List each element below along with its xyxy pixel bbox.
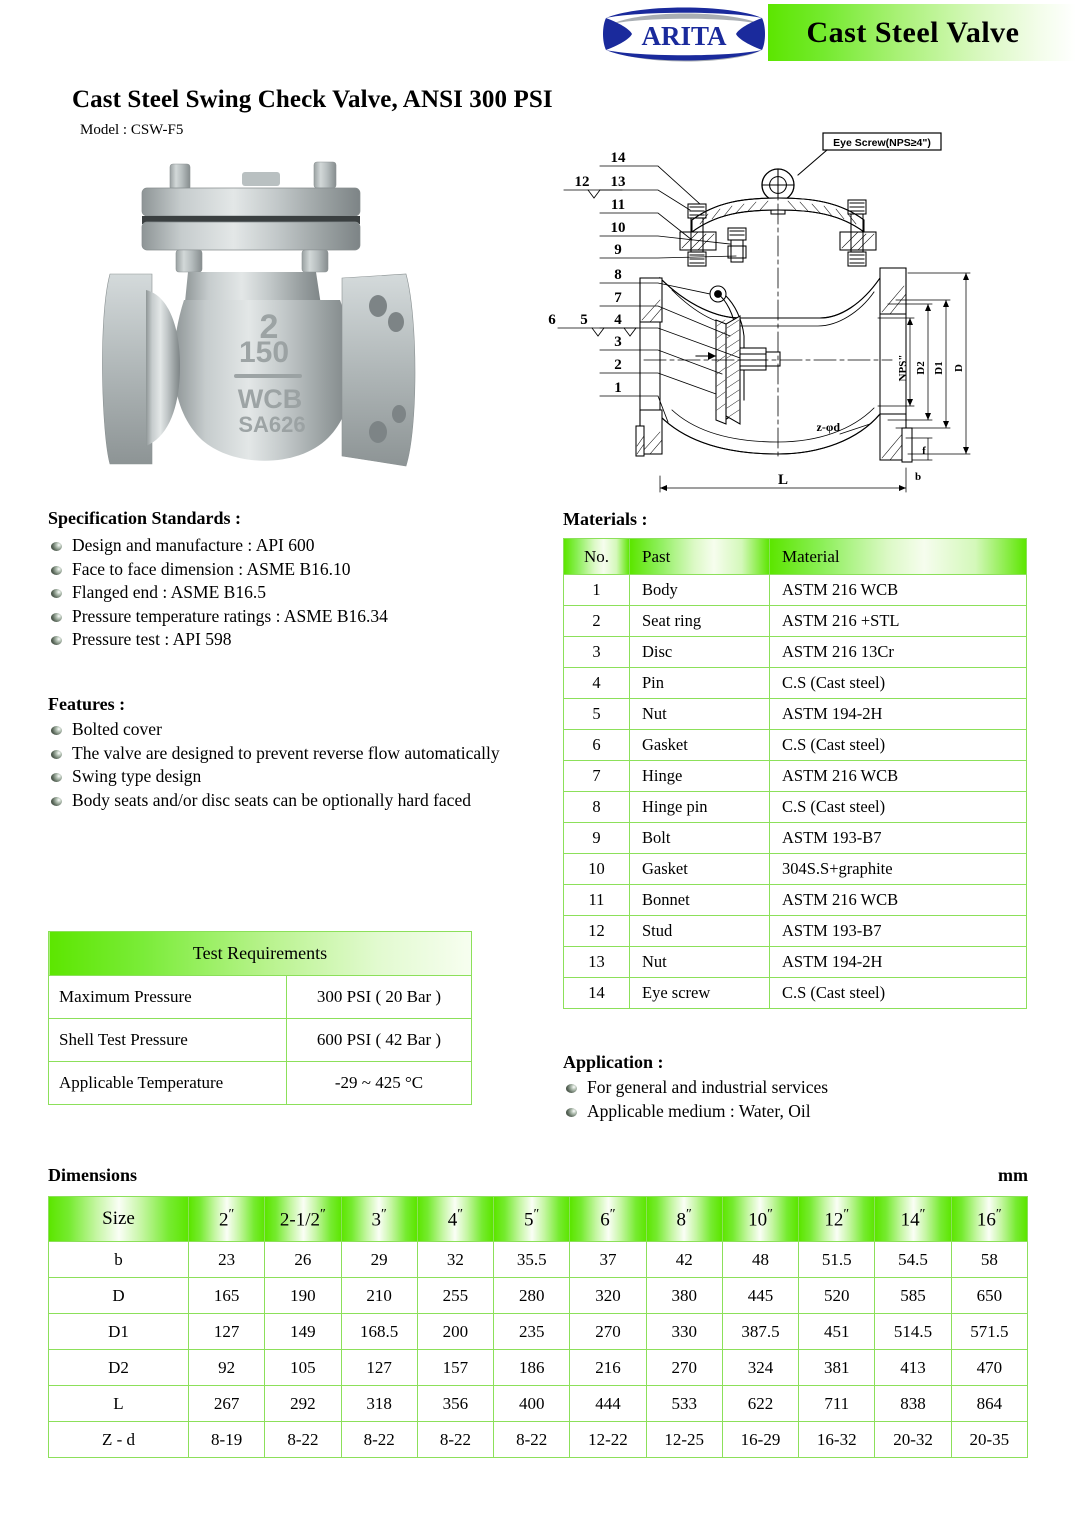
- dimensions-cell: 58: [951, 1242, 1027, 1278]
- dimensions-cell: 318: [341, 1386, 417, 1422]
- dimensions-cell: 165: [189, 1278, 265, 1314]
- dimensions-cell: 168.5: [341, 1314, 417, 1350]
- table-row: [564, 947, 1027, 978]
- list-item: [48, 628, 548, 652]
- dim-label-d2: D2: [915, 361, 927, 375]
- material-row-material: ASTM 194-2H: [770, 699, 1027, 730]
- application-item-text: For general and industrial services: [587, 1077, 829, 1097]
- material-row-part: Disc: [630, 637, 770, 668]
- table-row: [564, 854, 1027, 885]
- spec-list: [48, 534, 548, 652]
- material-row-no: 1: [564, 575, 630, 606]
- dimensions-cell: 622: [722, 1386, 798, 1422]
- material-row-no: 2: [564, 606, 630, 637]
- material-row-no: 6: [564, 730, 630, 761]
- bullet-icon: [51, 773, 62, 782]
- dimensions-cell: 400: [494, 1386, 570, 1422]
- material-row-no: 11: [564, 885, 630, 916]
- material-row-no: 8: [564, 792, 630, 823]
- eye-screw-note-label: Eye Screw(NPS≥4"): [833, 137, 931, 149]
- materials-col-material: Material: [770, 539, 1027, 575]
- dimensions-size-header: 2-1/2″: [265, 1197, 341, 1242]
- dimensions-cell: 585: [875, 1278, 951, 1314]
- bullet-icon: [51, 750, 62, 759]
- dimensions-cell: 149: [265, 1314, 341, 1350]
- material-row-material: ASTM 193-B7: [770, 916, 1027, 947]
- dimensions-cell: 20-35: [951, 1422, 1027, 1458]
- feature-item-text: Bolted cover: [72, 719, 162, 739]
- callout-4: 4: [614, 312, 622, 328]
- dimensions-cell: 380: [646, 1278, 722, 1314]
- dimensions-size-header: 10″: [722, 1197, 798, 1242]
- table-header-row: [49, 932, 472, 976]
- list-item: [563, 1076, 993, 1100]
- table-row: [564, 668, 1027, 699]
- bullet-icon: [51, 726, 62, 735]
- dimensions-cell: 571.5: [951, 1314, 1027, 1350]
- dimensions-cell: 12-25: [646, 1422, 722, 1458]
- dimensions-cell: 216: [570, 1350, 646, 1386]
- dim-label-d1: D1: [933, 361, 945, 375]
- list-item: [48, 789, 543, 813]
- material-row-part: Hinge: [630, 761, 770, 792]
- table-row: [49, 1422, 1028, 1458]
- list-item: [48, 718, 543, 742]
- dimensions-size-header: 2″: [189, 1197, 265, 1242]
- dimensions-cell: 20-32: [875, 1422, 951, 1458]
- table-row: [49, 1019, 472, 1062]
- dimensions-cell: 127: [189, 1314, 265, 1350]
- callout-3: 3: [614, 334, 622, 350]
- page-title: Cast Steel Swing Check Valve, ANSI 300 PSI: [72, 86, 553, 113]
- dimensions-size-header: 6″: [570, 1197, 646, 1242]
- specification-standards-section: [48, 508, 548, 652]
- dimensions-cell: 92: [189, 1350, 265, 1386]
- dimensions-cell: 270: [570, 1314, 646, 1350]
- callout-8: 8: [614, 267, 622, 283]
- dimensions-table: [48, 1196, 1028, 1458]
- dimensions-cell: 48: [722, 1242, 798, 1278]
- dimensions-size-header: 14″: [875, 1197, 951, 1242]
- arita-logo: [600, 4, 768, 64]
- callout-9: 9: [614, 242, 622, 258]
- bullet-icon: [51, 797, 62, 806]
- dimensions-cell: 381: [799, 1350, 875, 1386]
- dimensions-cell: 520: [799, 1278, 875, 1314]
- valve-photo: [84, 150, 440, 500]
- dimensions-cell: 235: [494, 1314, 570, 1350]
- dimensions-cell: 200: [417, 1314, 493, 1350]
- callout-6: 6: [548, 312, 556, 328]
- dim-label-l: L: [777, 472, 789, 488]
- application-list: [563, 1076, 993, 1123]
- dimensions-cell: 157: [417, 1350, 493, 1386]
- material-row-part: Gasket: [630, 730, 770, 761]
- material-row-no: 4: [564, 668, 630, 699]
- page-banner: [0, 0, 1076, 66]
- dimensions-cell: 267: [189, 1386, 265, 1422]
- dimensions-cell: 16-29: [722, 1422, 798, 1458]
- table-row: [49, 976, 472, 1019]
- spec-item-text: Face to face dimension : ASME B16.10: [72, 558, 351, 579]
- table-row: [564, 885, 1027, 916]
- dimensions-size-header: 4″: [417, 1197, 493, 1242]
- material-row-no: 5: [564, 699, 630, 730]
- dimensions-cell: 51.5: [799, 1242, 875, 1278]
- test-row-label: Shell Test Pressure: [49, 1019, 287, 1062]
- list-item: [48, 605, 548, 629]
- dimensions-cell: 650: [951, 1278, 1027, 1314]
- application-item-text: Applicable medium : Water, Oil: [587, 1100, 811, 1121]
- list-item: [48, 765, 543, 789]
- callout-10: 10: [610, 220, 626, 236]
- feature-item-text: Swing type design: [72, 766, 202, 787]
- dimensions-cell: 42: [646, 1242, 722, 1278]
- dimensions-cell: 32: [417, 1242, 493, 1278]
- dimensions-cell: 105: [265, 1350, 341, 1386]
- table-row: [564, 916, 1027, 947]
- spec-item-text: Flanged end : ASME B16.5: [72, 582, 266, 603]
- dimensions-cell: 387.5: [722, 1314, 798, 1350]
- material-row-no: 7: [564, 761, 630, 792]
- dimensions-cell: 37: [570, 1242, 646, 1278]
- dimensions-heading: Dimensions: [48, 1165, 138, 1185]
- dimensions-cell: 26: [265, 1242, 341, 1278]
- material-row-material: ASTM 193-B7: [770, 823, 1027, 854]
- materials-col-part: Past: [630, 539, 770, 575]
- dimensions-size-header: 16″: [951, 1197, 1027, 1242]
- callout-11: 11: [610, 197, 626, 213]
- dimensions-cell: 413: [875, 1350, 951, 1386]
- dimensions-row-label: D: [49, 1278, 189, 1314]
- dimensions-cell: 35.5: [494, 1242, 570, 1278]
- dimensions-size-header: 8″: [646, 1197, 722, 1242]
- dim-label-b: b: [914, 471, 922, 483]
- table-row: [49, 1062, 472, 1105]
- feature-item-text: Body seats and/or disc seats can be optionally hard faced: [72, 789, 471, 810]
- material-row-part: Hinge pin: [630, 792, 770, 823]
- dim-label-d: D: [953, 364, 965, 372]
- table-row: [564, 761, 1027, 792]
- material-row-material: ASTM 216 WCB: [770, 575, 1027, 606]
- table-row: [49, 1350, 1028, 1386]
- spec-heading: Specification Standards :: [48, 508, 242, 528]
- callout-12: 12: [574, 174, 590, 190]
- feature-item-text: The valve are designed to prevent reverse flow automatically: [72, 742, 500, 763]
- materials-table: [563, 538, 1027, 1009]
- material-row-no: 9: [564, 823, 630, 854]
- dimensions-cell: 8-22: [494, 1422, 570, 1458]
- material-row-no: 10: [564, 854, 630, 885]
- material-row-material: ASTM 216 13Cr: [770, 637, 1027, 668]
- bullet-icon: [51, 566, 62, 575]
- dimensions-row-label: b: [49, 1242, 189, 1278]
- dimensions-cell: 330: [646, 1314, 722, 1350]
- bullet-icon: [51, 613, 62, 622]
- material-row-no: 3: [564, 637, 630, 668]
- dim-label-zd: z-φd: [816, 420, 840, 434]
- table-row: [564, 730, 1027, 761]
- table-row: [49, 1314, 1028, 1350]
- material-row-material: ASTM 216 +STL: [770, 606, 1027, 637]
- table-row: [564, 699, 1027, 730]
- dimensions-cell: 8-22: [265, 1422, 341, 1458]
- dimensions-cell: 280: [494, 1278, 570, 1314]
- bullet-icon: [566, 1108, 577, 1117]
- test-requirements-title: Test Requirements: [49, 932, 472, 976]
- material-row-no: 12: [564, 916, 630, 947]
- dimensions-cell: 8-19: [189, 1422, 265, 1458]
- features-heading: Features :: [48, 694, 126, 714]
- material-row-part: Nut: [630, 947, 770, 978]
- spec-item-text: Design and manufacture : API 600: [72, 535, 315, 555]
- dimensions-cell: 210: [341, 1278, 417, 1314]
- table-row: [49, 1278, 1028, 1314]
- dimensions-cell: 255: [417, 1278, 493, 1314]
- dimensions-cell: 8-22: [417, 1422, 493, 1458]
- callout-5: 5: [580, 312, 588, 328]
- dimensions-cell: 8-22: [341, 1422, 417, 1458]
- application-section: [563, 1052, 993, 1123]
- callout-14: 14: [610, 150, 626, 166]
- test-row-value: 600 PSI ( 42 Bar ): [287, 1019, 472, 1062]
- valve-cross-section-drawing: [540, 128, 1045, 500]
- list-item: [48, 581, 548, 605]
- table-row: [564, 823, 1027, 854]
- table-row: [49, 1386, 1028, 1422]
- features-section: [48, 694, 543, 812]
- test-requirements-table: [48, 931, 472, 1105]
- material-row-part: Nut: [630, 699, 770, 730]
- dimensions-cell: 711: [799, 1386, 875, 1422]
- material-row-no: 13: [564, 947, 630, 978]
- materials-col-no: No.: [564, 539, 630, 575]
- material-row-part: Eye screw: [630, 978, 770, 1009]
- dimensions-cell: 444: [570, 1386, 646, 1422]
- svg-text:2: 2: [259, 308, 279, 346]
- callout-1: 1: [614, 380, 622, 396]
- dimensions-cell: 54.5: [875, 1242, 951, 1278]
- dimensions-cell: 324: [722, 1350, 798, 1386]
- dimensions-table-body: [49, 1242, 1028, 1458]
- dimensions-cell: 356: [417, 1386, 493, 1422]
- arita-logo-text: ARITA: [641, 21, 727, 51]
- material-row-part: Body: [630, 575, 770, 606]
- callout-13: 13: [610, 174, 626, 190]
- dimensions-cell: 864: [951, 1386, 1027, 1422]
- material-row-no: 14: [564, 978, 630, 1009]
- table-row: [564, 637, 1027, 668]
- material-row-material: C.S (Cast steel): [770, 730, 1027, 761]
- svg-text:SA626: SA626: [238, 412, 306, 437]
- bullet-icon: [51, 636, 62, 645]
- material-row-part: Pin: [630, 668, 770, 699]
- bullet-icon: [566, 1084, 577, 1093]
- material-row-material: ASTM 194-2H: [770, 947, 1027, 978]
- dimensions-cell: 29: [341, 1242, 417, 1278]
- dimensions-size-header: 12″: [799, 1197, 875, 1242]
- dimensions-size-header: 3″: [341, 1197, 417, 1242]
- dimensions-cell: 451: [799, 1314, 875, 1350]
- callout-7: 7: [614, 290, 622, 306]
- dimensions-cell: 190: [265, 1278, 341, 1314]
- dimensions-cell: 292: [265, 1386, 341, 1422]
- dimensions-cell: 445: [722, 1278, 798, 1314]
- callout-2: 2: [614, 357, 622, 373]
- banner-title: Cast Steel Valve: [806, 15, 1020, 49]
- dimensions-cell: 514.5: [875, 1314, 951, 1350]
- dimensions-row-label: D1: [49, 1314, 189, 1350]
- dimensions-cell: 533: [646, 1386, 722, 1422]
- dimensions-cell: 186: [494, 1350, 570, 1386]
- materials-heading: Materials :: [563, 509, 648, 529]
- dim-label-nps: NPS": [897, 354, 909, 382]
- dimensions-unit-label: mm: [998, 1165, 1028, 1185]
- list-item: [48, 558, 548, 582]
- list-item: [48, 534, 548, 558]
- dimensions-row-label: Z - d: [49, 1422, 189, 1458]
- application-heading: Application :: [563, 1052, 664, 1072]
- table-header-row: [49, 1197, 1028, 1242]
- test-row-label: Maximum Pressure: [49, 976, 287, 1019]
- dimensions-cell: 127: [341, 1350, 417, 1386]
- spec-item-text: Pressure test : API 598: [72, 629, 232, 650]
- dimensions-cell: 16-32: [799, 1422, 875, 1458]
- dimensions-cell: 270: [646, 1350, 722, 1386]
- test-row-value: -29 ~ 425 °C: [287, 1062, 472, 1105]
- material-row-part: Gasket: [630, 854, 770, 885]
- material-row-material: C.S (Cast steel): [770, 978, 1027, 1009]
- dimensions-cell: 320: [570, 1278, 646, 1314]
- table-row: [564, 792, 1027, 823]
- valve-photo-image: [84, 150, 440, 500]
- dimensions-row-label: D2: [49, 1350, 189, 1386]
- table-row: [564, 978, 1027, 1009]
- material-row-part: Stud: [630, 916, 770, 947]
- material-row-material: 304S.S+graphite: [770, 854, 1027, 885]
- dimensions-size-label: Size: [49, 1197, 189, 1242]
- list-item: [563, 1100, 993, 1124]
- material-row-material: ASTM 216 WCB: [770, 885, 1027, 916]
- material-row-material: C.S (Cast steel): [770, 792, 1027, 823]
- spec-item-text: Pressure temperature ratings : ASME B16.34: [72, 605, 388, 626]
- table-row: [564, 575, 1027, 606]
- material-row-material: C.S (Cast steel): [770, 668, 1027, 699]
- features-list: [48, 718, 543, 812]
- table-header-row: [564, 539, 1027, 575]
- test-row-value: 300 PSI ( 20 Bar ): [287, 976, 472, 1019]
- material-row-material: ASTM 216 WCB: [770, 761, 1027, 792]
- dim-label-f: f: [922, 445, 926, 457]
- dimensions-cell: 470: [951, 1350, 1027, 1386]
- dimensions-cell: 838: [875, 1386, 951, 1422]
- dimensions-row-label: L: [49, 1386, 189, 1422]
- bullet-icon: [51, 589, 62, 598]
- svg-text:150: 150: [238, 336, 290, 369]
- material-row-part: Bolt: [630, 823, 770, 854]
- list-item: [48, 742, 543, 766]
- dimensions-cell: 23: [189, 1242, 265, 1278]
- svg-text:WCB: WCB: [237, 384, 303, 414]
- materials-table-body: [564, 575, 1027, 1009]
- table-row: [564, 606, 1027, 637]
- model-label: Model : CSW-F5: [80, 122, 184, 138]
- dimensions-size-header: 5″: [494, 1197, 570, 1242]
- arita-logo-icon: [600, 4, 768, 64]
- material-row-part: Seat ring: [630, 606, 770, 637]
- material-row-part: Bonnet: [630, 885, 770, 916]
- dimensions-cell: 12-22: [570, 1422, 646, 1458]
- valve-drawing-figure: [540, 128, 1045, 500]
- bullet-icon: [51, 542, 62, 551]
- test-row-label: Applicable Temperature: [49, 1062, 287, 1105]
- table-row: [49, 1242, 1028, 1278]
